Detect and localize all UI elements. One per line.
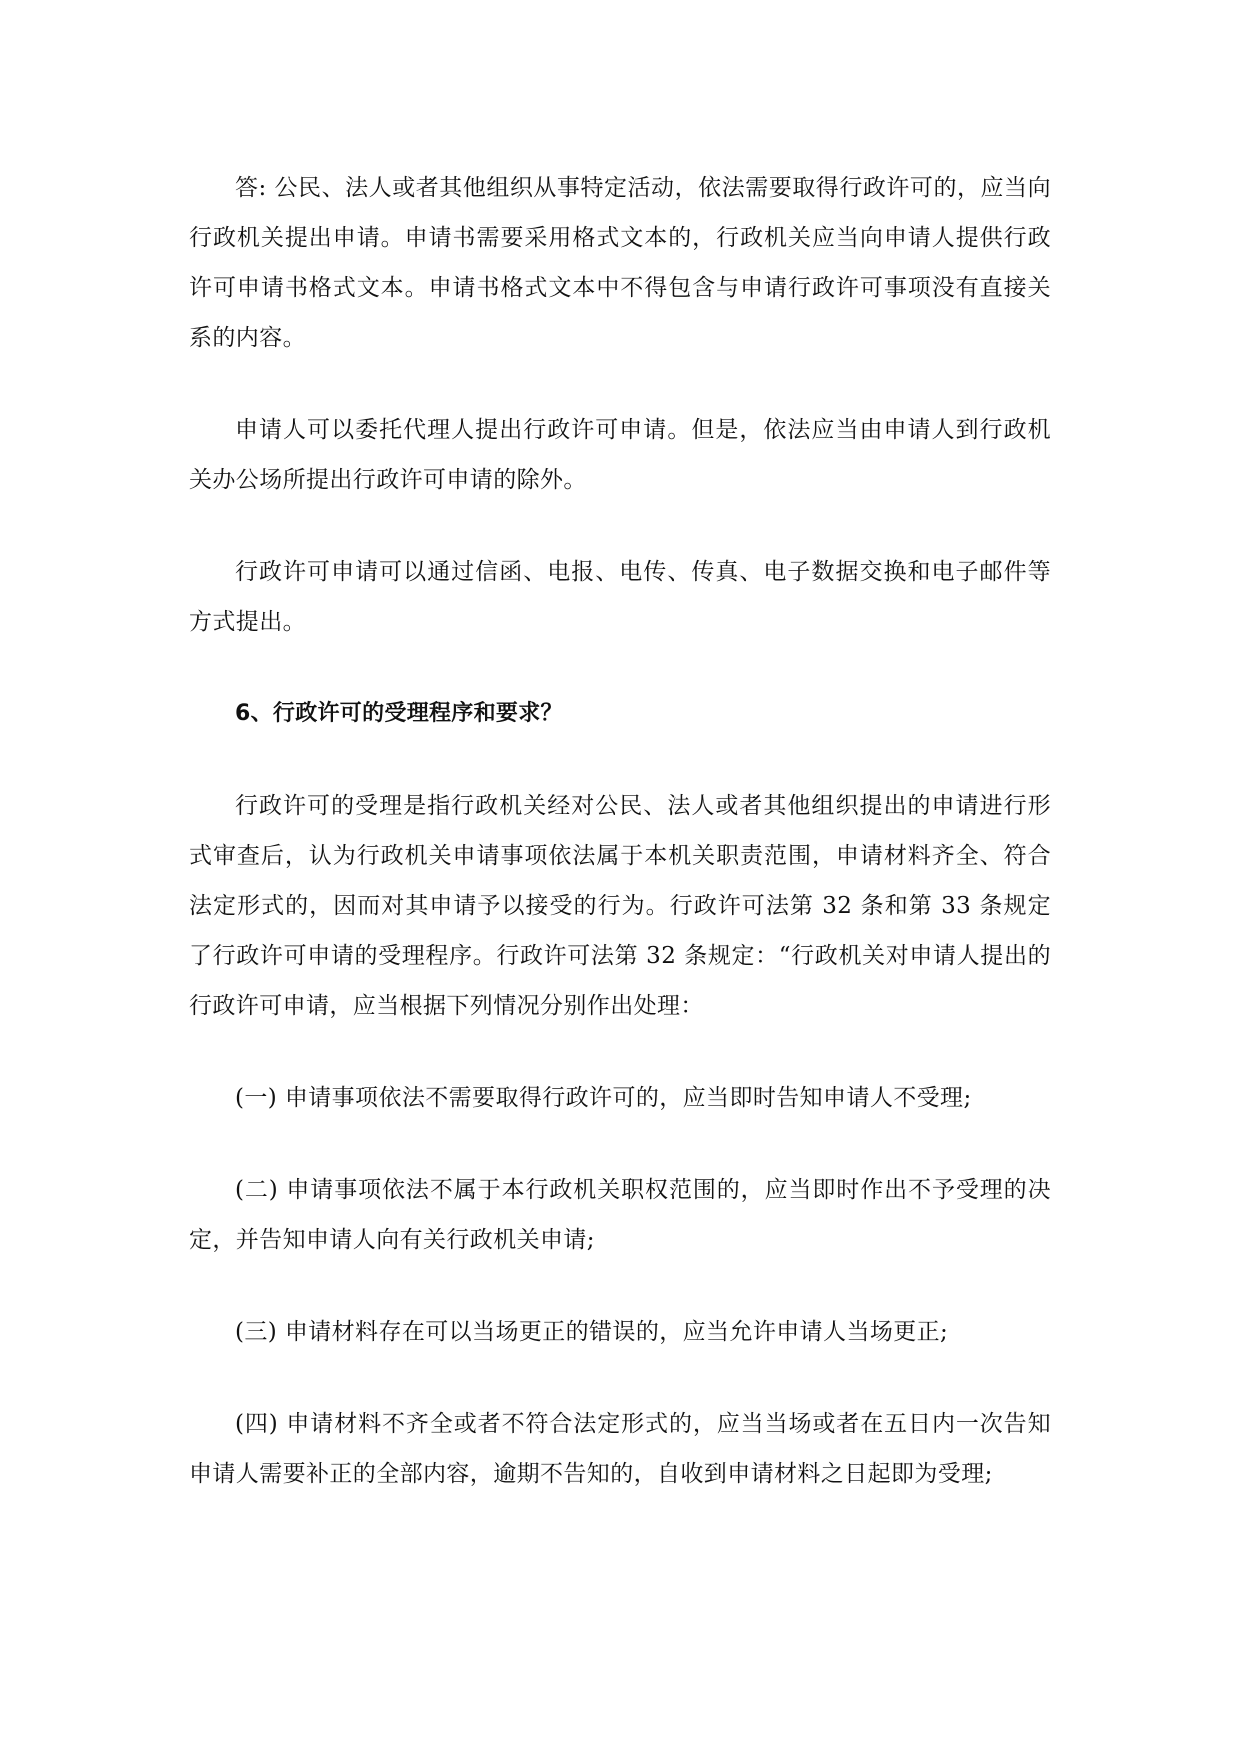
agent-application-paragraph: 申请人可以委托代理人提出行政许可申请。但是，依法应当由申请人到行政机关办公场所提出行政许可申请的除外。 [189,417,1051,493]
paragraph-gap [189,363,1051,405]
paragraph-gap [189,1123,1051,1165]
list-item-3: (三) 申请材料存在可以当场更正的错误的，应当允许申请人当场更正; [235,1319,949,1345]
paragraph-gap [189,739,1051,781]
paragraph-gap [189,1357,1051,1399]
document-body [189,163,1051,1499]
acceptance-definition-paragraph: 行政许可的受理是指行政机关经对公民、法人或者其他组织提出的申请进行形式审查后，认为行政机关申请事项依法属于本机关职责范围，申请材料齐全、符合法定形式的，因而对其申请予以接受的行为。行政许可法第 32 条和第 33 条规定了行政许可申请的受理程序。行政许可法第 32 条规定：“行政机关对申请人提出的行政许可申请，应当根据下列情况分别作出处理： [189,793,1051,1019]
application-methods-paragraph: 行政许可申请可以通过信函、电报、电传、传真、电子数据交换和电子邮件等方式提出。 [189,559,1051,635]
paragraph-gap [189,1265,1051,1307]
paragraph-gap [189,505,1051,547]
section-heading: 6、行政许可的受理程序和要求？ [235,701,563,726]
list-item-4: (四) 申请材料不齐全或者不符合法定形式的，应当当场或者在五日内一次告知申请人需要补正的全部内容，逾期不告知的，自收到申请材料之日起即为受理; [189,1411,1051,1487]
paragraph-gap [189,1031,1051,1073]
list-item-2: (二) 申请事项依法不属于本行政机关职权范围的，应当即时作出不予受理的决定，并告知申请人向有关行政机关申请; [189,1177,1051,1253]
list-item-1: (一) 申请事项依法不需要取得行政许可的，应当即时告知申请人不受理; [235,1085,972,1111]
answer-paragraph: 答: 公民、法人或者其他组织从事特定活动，依法需要取得行政许可的，应当向行政机关提出申请。申请书需要采用格式文本的，行政机关应当向申请人提供行政许可申请书格式文本。申请书格式文本中不得包含与申请行政许可事项没有直接关系的内容。 [189,175,1051,351]
paragraph-gap [189,647,1051,689]
